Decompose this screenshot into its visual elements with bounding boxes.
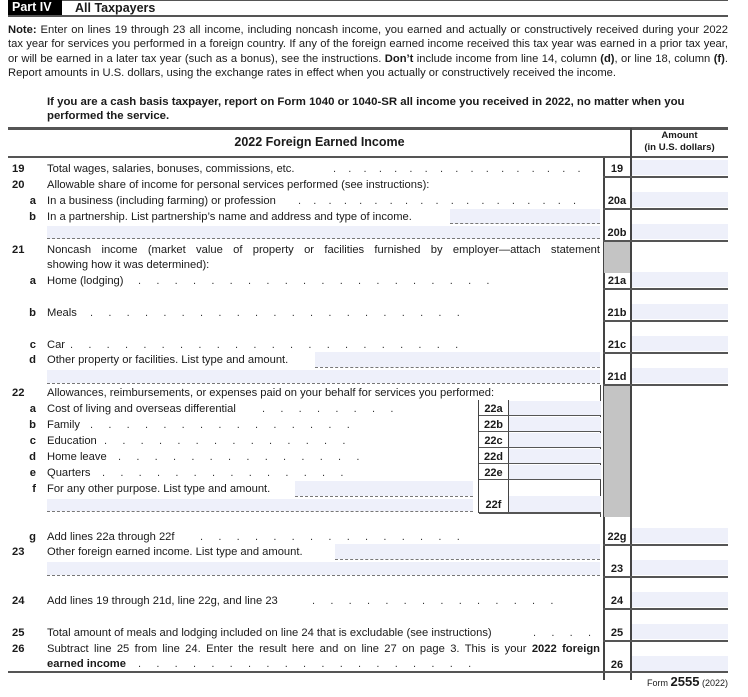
amount-column-header: Amount (in U.S. dollars) (644, 130, 715, 153)
line-22-label: Allowances, reimbursements, or expenses paid on your behalf for services you performed: (47, 387, 495, 399)
amount-field-22c[interactable] (509, 433, 601, 447)
leader-dots: . . . . . . . . (262, 403, 394, 415)
line-box-21c: 21c (607, 339, 627, 351)
row-rule (603, 384, 728, 386)
dashed-rule (47, 383, 600, 384)
dashed-rule (335, 559, 600, 560)
amount-field-21d[interactable] (632, 368, 728, 383)
dashed-rule (295, 496, 473, 497)
line-23-detail-field[interactable] (335, 544, 600, 559)
amount-field-20a[interactable] (632, 192, 728, 207)
leader-dots: . . . . . . . . . . . . . . (312, 595, 554, 607)
line-25-label: Total amount of meals and lodging included on line 24 that is excludable (see instructions) (47, 627, 492, 639)
line-box-22c: 22c (484, 435, 503, 447)
row-rule (603, 576, 728, 578)
amount-field-22a[interactable] (509, 401, 601, 415)
leader-dots: . . . . . . . . . . . . . . . . . (333, 163, 581, 175)
line-number-24: 24 (12, 595, 25, 607)
amount-field-24[interactable] (632, 592, 728, 607)
line-box-24: 24 (610, 595, 624, 607)
line-box-19: 19 (610, 163, 624, 175)
line-20b-detail-field[interactable] (450, 209, 600, 224)
amount-field-21a[interactable] (632, 272, 728, 287)
row-rule (603, 240, 728, 242)
line-20-label: Allowable share of income for personal services performed (see instructions): (47, 179, 430, 191)
line-21c-letter: c (29, 339, 36, 351)
line-box-21d: 21d (607, 371, 627, 383)
cash-basis-note: If you are a cash basis taxpayer, report on Form 1040 or 1040-SR all income you received in 2022, no matter when you performed the service. (47, 96, 685, 123)
line-22f-detail-field-2[interactable] (47, 499, 473, 511)
part-title: All Taxpayers (75, 1, 156, 15)
line-22e-letter: e (29, 467, 36, 479)
row-rule (603, 288, 728, 290)
line-22g-letter: g (29, 531, 36, 543)
dashed-rule (450, 223, 600, 224)
amount-field-22e[interactable] (509, 465, 601, 479)
line-box-22a: 22a (484, 403, 503, 415)
row-rule (603, 640, 728, 642)
amount-field-20b[interactable] (632, 224, 728, 239)
line-22b-letter: b (29, 419, 36, 431)
line-22g-label: Add lines 22a through 22f (47, 531, 175, 543)
line-22d-label: Home leave (47, 451, 107, 463)
section-title: 2022 Foreign Earned Income (234, 135, 405, 149)
amount-field-22g[interactable] (632, 528, 728, 543)
line-number-23: 23 (12, 546, 25, 558)
line-box-22e: 22e (484, 467, 503, 479)
line-number-21: 21 (12, 244, 25, 256)
line-20b-letter: b (29, 211, 36, 223)
line-box-23: 23 (610, 563, 624, 575)
line-21d-detail-field-2[interactable] (47, 370, 600, 383)
amount-field-22d[interactable] (509, 449, 601, 463)
line-box-26: 26 (610, 659, 624, 671)
line-box-20a: 20a (607, 195, 627, 207)
line-21d-label: Other property or facilities. List type and amount. (47, 354, 289, 366)
line-21-label: Noncash income (market value of property or facilities furnished by employer—attach statement (47, 244, 600, 256)
dashed-rule (47, 575, 600, 576)
line-box-22b: 22b (484, 419, 503, 431)
part-rule (8, 15, 728, 17)
line-21c-label: Car (47, 339, 66, 351)
row-rule (603, 352, 728, 354)
section-header-rule (8, 156, 728, 158)
line-number-22: 22 (12, 387, 25, 399)
line-20a-label: In a business (including farming) or profession (47, 195, 276, 207)
row-rule (603, 208, 728, 210)
line-21-label-cont: showing how it was determined): (47, 259, 210, 271)
shaded-cell-22 (604, 385, 630, 517)
form-footer: Form 2555 (2022) (647, 674, 728, 689)
row-rule (603, 320, 728, 322)
line-19-label: Total wages, salaries, bonuses, commissions, etc. (47, 163, 295, 175)
line-21a-letter: a (29, 275, 36, 287)
line-box-22d: 22d (484, 451, 503, 463)
line-22e-label: Quarters (47, 467, 91, 479)
row-rule (479, 479, 601, 480)
line-number-20: 20 (12, 179, 25, 191)
form-number: 2555 (670, 674, 700, 689)
line-21a-label: Home (lodging) (47, 275, 124, 287)
line-box-22f: 22f (485, 499, 502, 511)
dashed-rule (47, 511, 473, 512)
leader-dots: . . . . . . . . . . . . . . . (200, 531, 460, 543)
dashed-rule (47, 238, 600, 239)
leader-dots: . . . . . . . . . . . . . . . . . . . . (138, 275, 490, 287)
line-21b-letter: b (29, 307, 36, 319)
amount-field-25[interactable] (632, 624, 728, 639)
amount-field-21b[interactable] (632, 304, 728, 319)
note-paragraph: Note: Enter on lines 19 through 23 all income, including noncash income, you earned and actually or constructively received during your 2022 tax year for services you performed in a foreign country. If any of the foreign earned income received this tax year was earned in a prior tax year, or will be earned in a later tax year (such as a bonus), see the instructions. Don’t include income from line 14, column (d), or line 18, column (f). Report amounts in U.S. dollars, using the exchange rates in effect when you actually or constructively received the income. (8, 24, 728, 80)
line-22d-letter: d (29, 451, 36, 463)
leader-dots: . . . . . . . . . . . . . . (118, 451, 360, 463)
leader-dots: . . . . . . . . . . . . . . . . . . . . . . (70, 339, 459, 351)
line-box-21b: 21b (607, 307, 627, 319)
row-rule (603, 544, 728, 546)
line-box-25: 25 (610, 627, 624, 639)
leader-dots: . . . . . . . . . . . . . . . (90, 419, 350, 431)
line-20a-letter: a (29, 195, 36, 207)
note-label: Note: (8, 24, 37, 36)
line-26-label-cont: earned income (47, 658, 126, 670)
line-number-26: 26 (12, 643, 25, 655)
amount-field-26[interactable] (632, 656, 728, 671)
line-box-22g: 22g (607, 531, 627, 543)
row-rule (603, 608, 728, 610)
line-22a-letter: a (29, 403, 36, 415)
amount-field-21c[interactable] (632, 336, 728, 351)
line-box-21a: 21a (607, 275, 627, 287)
leader-dots: . . . . (533, 627, 592, 639)
amount-field-22b[interactable] (509, 417, 601, 431)
line-23-label: Other foreign earned income. List type and amount. (47, 546, 303, 558)
line-23-detail-field-2[interactable] (47, 562, 600, 575)
line-26-label: Subtract line 25 from line 24. Enter the result here and on line 27 on page 3. This is your 2022 foreign (47, 643, 600, 655)
line-number-25: 25 (12, 627, 25, 639)
line-22f-label: For any other purpose. List type and amount. (47, 483, 271, 495)
leader-dots: . . . . . . . . . . . . . . . . . . . (138, 658, 472, 670)
line-22f-letter: f (32, 483, 36, 495)
line-22c-letter: c (29, 435, 36, 447)
line-21b-label: Meals (47, 307, 77, 319)
amount-field-19[interactable] (632, 160, 728, 175)
bottom-rule (8, 671, 728, 673)
shaded-cell-21 (604, 241, 630, 273)
part-tag: Part IV (8, 0, 62, 15)
row-rule (479, 512, 601, 514)
line-24-label: Add lines 19 through 21d, line 22g, and line 23 (47, 595, 278, 607)
line-box-20b: 20b (607, 227, 627, 239)
line-number-19: 19 (12, 163, 25, 175)
leader-dots: . . . . . . . . . . . . . . . . . . . . . (90, 307, 460, 319)
line-20b-label: In a partnership. List partnership’s name and address and type of income. (47, 211, 412, 223)
line-22f-detail-field[interactable] (295, 481, 473, 496)
leader-dots: . . . . . . . . . . . . . . . . . . . (298, 195, 577, 207)
form-year: (2022) (701, 678, 728, 688)
line-21d-letter: d (29, 354, 36, 366)
line-22c-label: Education (47, 435, 97, 447)
line-21d-detail-field[interactable] (315, 352, 600, 367)
dashed-rule (315, 367, 600, 368)
leader-dots: . . . . . . . . . . . . . . (102, 467, 344, 479)
amount-field-22f[interactable] (509, 496, 601, 512)
leader-dots: . . . . . . . . . . . . . . (104, 435, 346, 447)
amount-field-23[interactable] (632, 560, 728, 575)
line-22b-label: Family (47, 419, 80, 431)
row-rule (603, 176, 728, 178)
line-22a-label: Cost of living and overseas differential (47, 403, 236, 415)
